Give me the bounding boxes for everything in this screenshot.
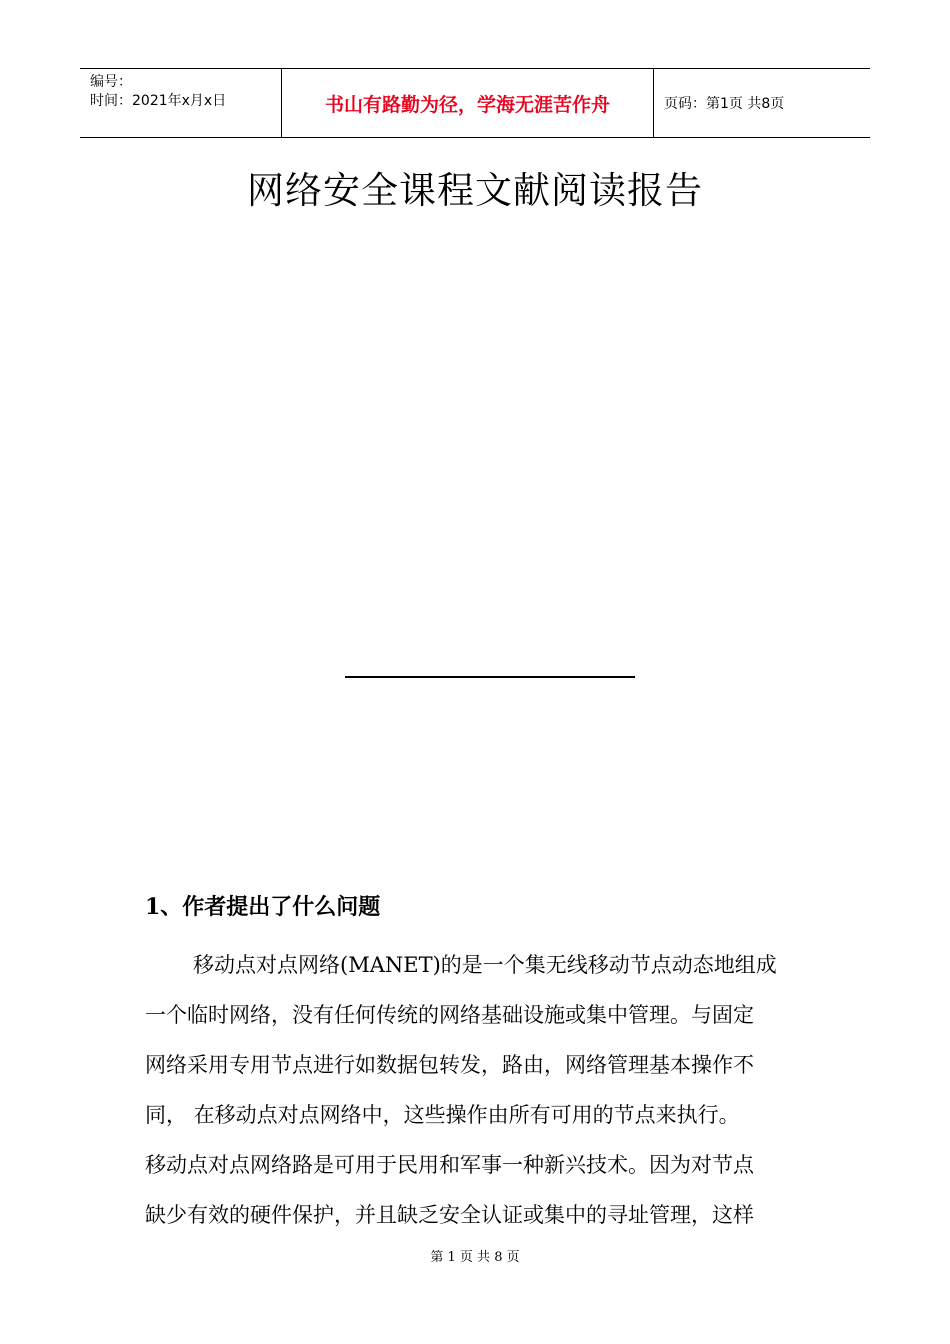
page-footer: 第 1 页 共 8 页 [430, 1250, 520, 1265]
body-line: 一个临时网络，没有任何传统的网络基础设施或集中管理。与固定 [145, 1003, 754, 1027]
header-motto: 书山有路勤为径，学海无涯苦作舟 [281, 69, 654, 137]
document-date-label: 时间：2021年x月x日 [90, 93, 227, 109]
header-table [80, 68, 870, 138]
body-line: 缺少有效的硬件保护，并且缺乏安全认证或集中的寻址管理，这样 [145, 1203, 754, 1227]
body-line: 网络采用专用节点进行如数据包转发，路由，网络管理基本操作不 [145, 1053, 754, 1077]
signature-line [345, 676, 635, 678]
document-number-label: 编号： [90, 74, 132, 90]
section-body [145, 940, 805, 1240]
body-line: 移动点对点网络路是可用于民用和军事一种新兴技术。因为对节点 [145, 1153, 754, 1177]
header-page-info: 页码：第1页 共8页 [664, 96, 785, 112]
section-heading: 1、作者提出了什么问题 [145, 894, 381, 920]
body-line: 同， 在移动点对点网络中，这些操作由所有可用的节点来执行。 [145, 1103, 740, 1127]
header-meta [80, 69, 281, 137]
document-title: 网络安全课程文献阅读报告 [247, 169, 703, 212]
body-line: 移动点对点网络(MANET)的是一个集无线移动节点动态地组成 [193, 953, 777, 977]
